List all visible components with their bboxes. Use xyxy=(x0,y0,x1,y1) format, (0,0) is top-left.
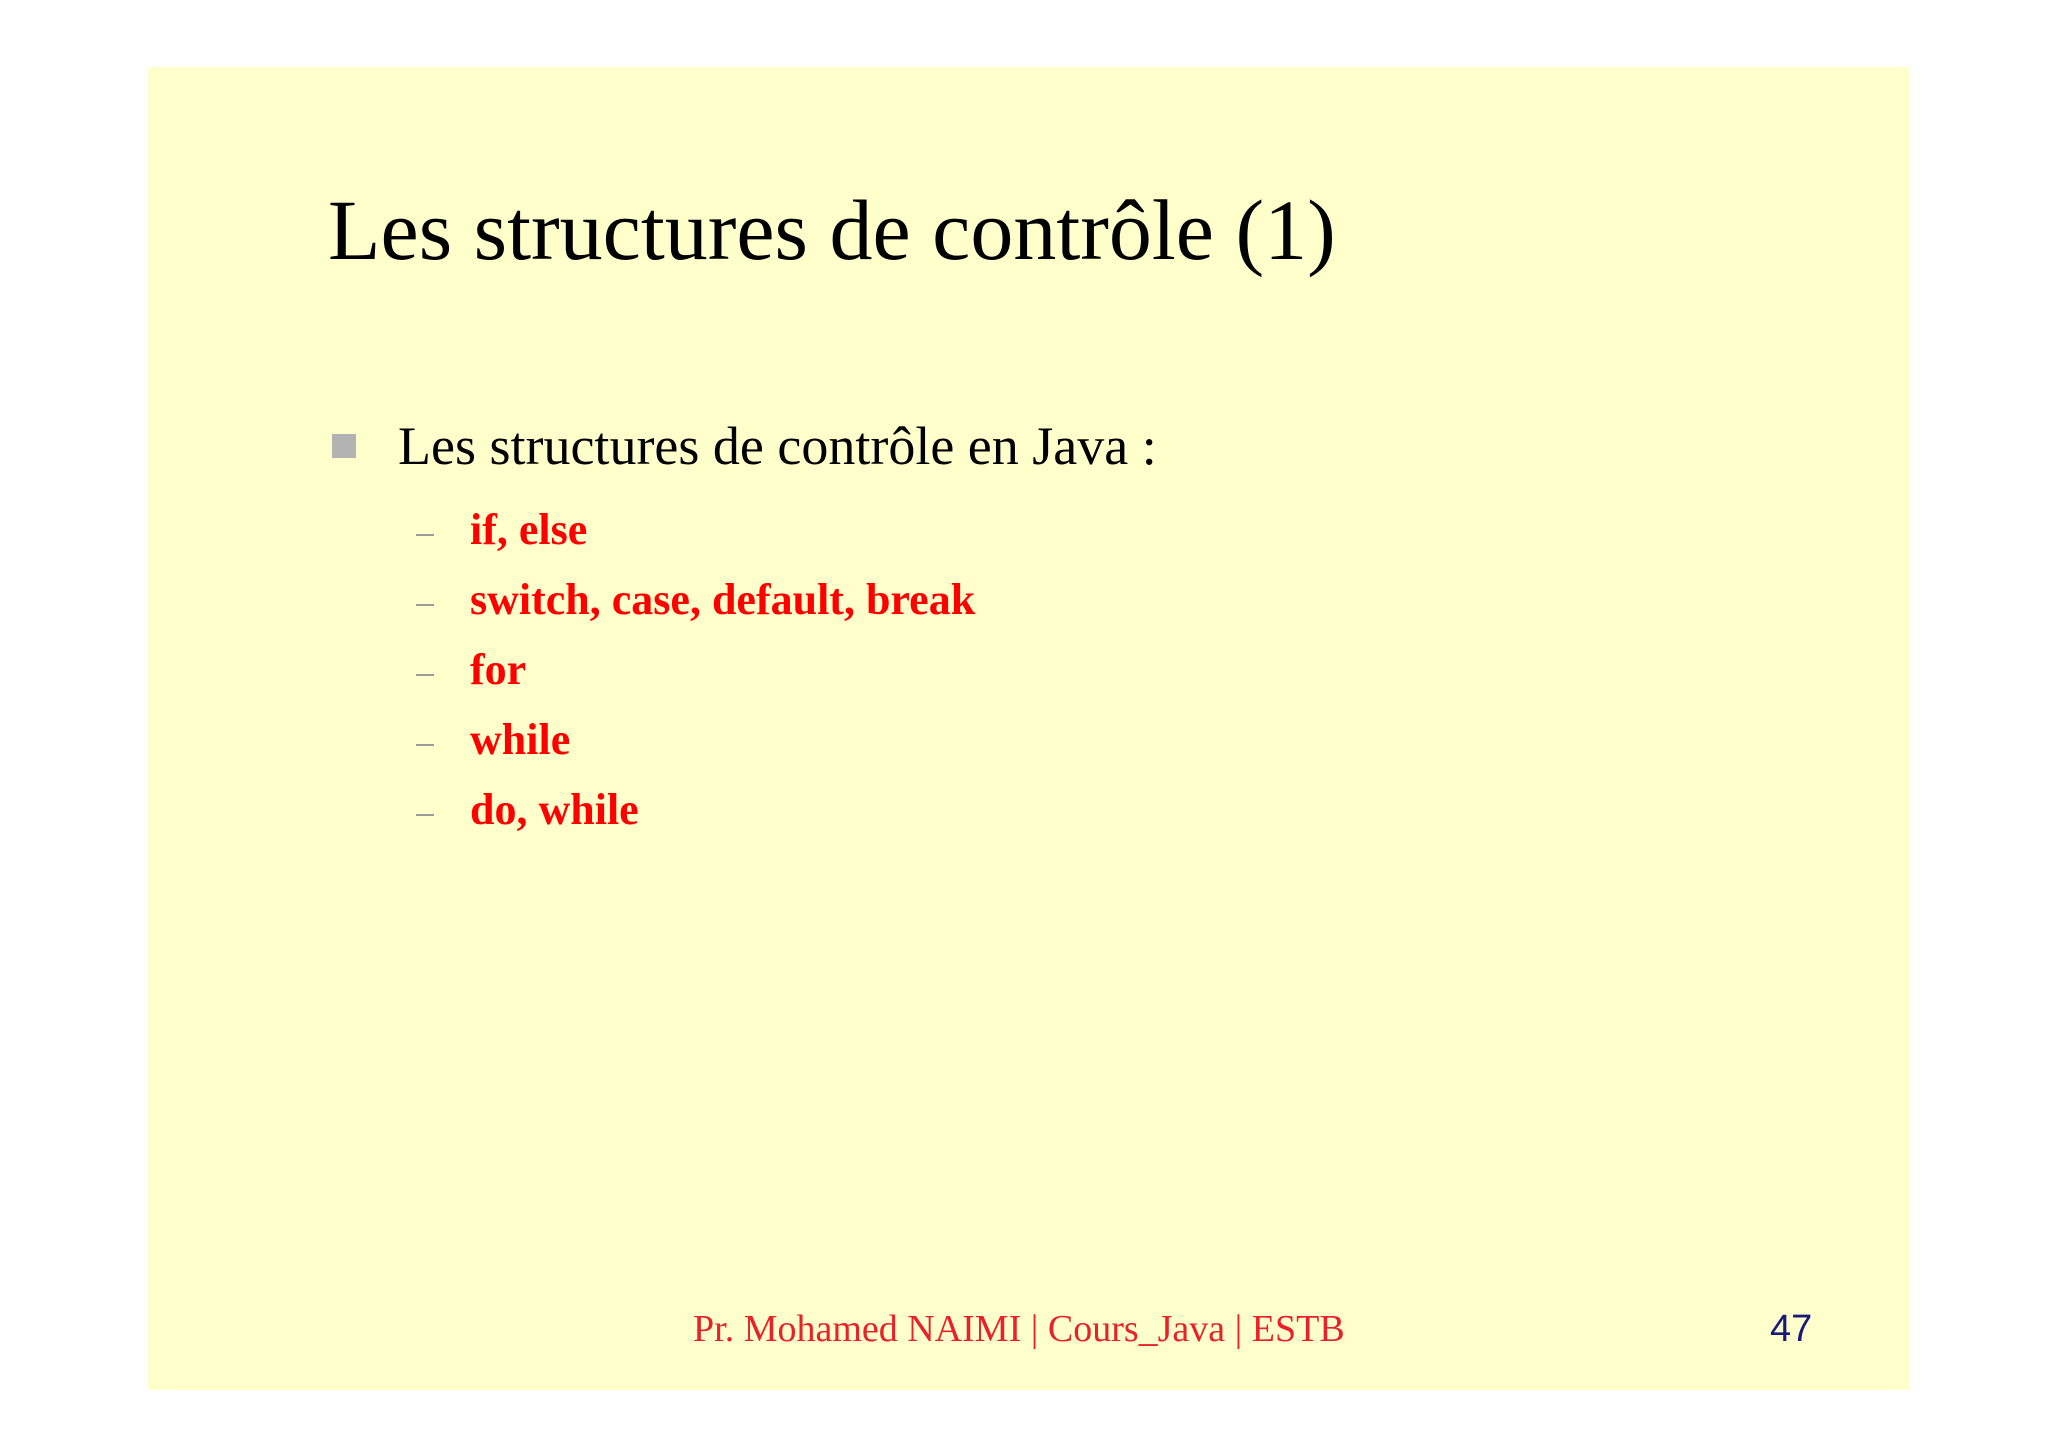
main-bullet xyxy=(332,416,1157,476)
list-item-text: switch, case, default, break xyxy=(470,575,976,624)
control-structures-list xyxy=(416,495,975,845)
list-item-text: for xyxy=(470,645,527,694)
slide xyxy=(148,67,1909,1390)
slide-title: Les structures de contrôle (1) xyxy=(328,182,1336,278)
list-item-text: do, while xyxy=(470,785,639,834)
square-bullet-icon xyxy=(332,434,356,458)
list-item xyxy=(416,565,975,635)
list-item-text: while xyxy=(470,715,571,764)
list-item xyxy=(416,495,975,565)
slide-footer: Pr. Mohamed NAIMI | Cours_Java | ESTB xyxy=(693,1308,1345,1350)
list-item xyxy=(416,775,975,845)
dash-icon xyxy=(416,744,434,746)
dash-icon xyxy=(416,604,434,606)
main-bullet-text: Les structures de contrôle en Java : xyxy=(398,416,1157,476)
dash-icon xyxy=(416,534,434,536)
page-number: 47 xyxy=(1770,1308,1813,1350)
list-item xyxy=(416,635,975,705)
dash-icon xyxy=(416,674,434,676)
dash-icon xyxy=(416,814,434,816)
list-item xyxy=(416,705,975,775)
list-item-text: if, else xyxy=(470,505,588,554)
